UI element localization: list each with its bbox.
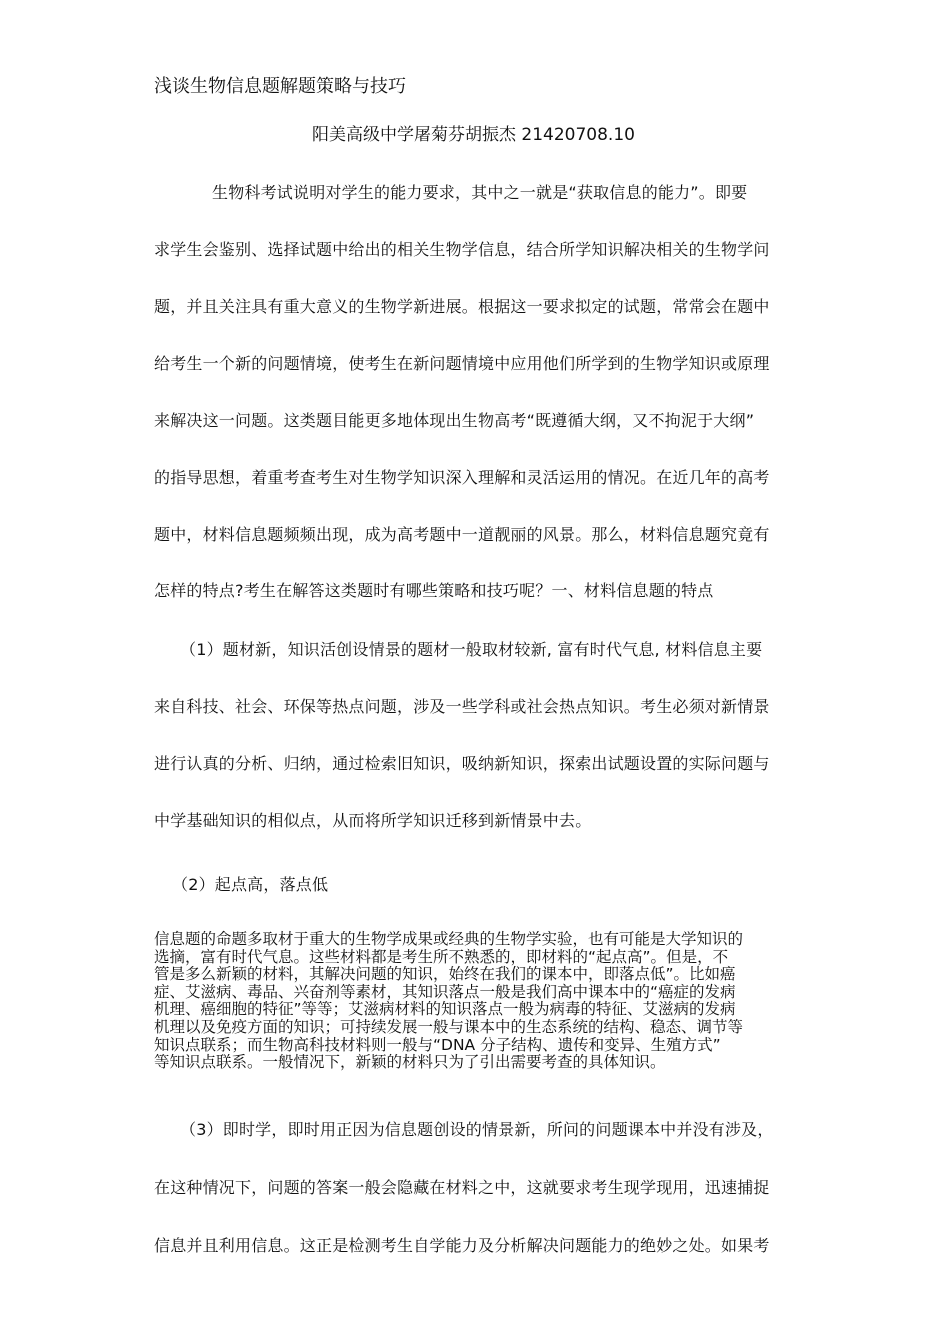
- intro-line: 怎样的特点?考生在解答这类题时有哪些策略和技巧呢？一、材料信息题的特点: [154, 581, 714, 600]
- point2-line: 管是多么新颖的材料，其解决问题的知识，始终在我们的课本中，即落点低”。比如癌: [154, 965, 736, 984]
- point2-line: 信息题的命题多取材于重大的生物学成果或经典的生物学实验，也有可能是大学知识的: [154, 930, 744, 948]
- point3-line: （3）即时学，即时用正因为信息题创设的情景新，所问的问题课本中并没有涉及，: [180, 1120, 774, 1139]
- point3-line: 在这种情况下，问题的答案一般会隐藏在材料之中，这就要求考生现学现用，迅速捕捉: [154, 1178, 770, 1197]
- point2-paragraph: [154, 931, 804, 1072]
- intro-line: 题，并且关注具有重大意义的生物学新进展。根据这一要求拟定的试题，常常会在题中: [154, 297, 770, 316]
- intro-line: 题中，材料信息题频频出现，成为高考题中一道靓丽的风景。那么，材料信息题究竟有: [154, 525, 770, 544]
- point3-line: 信息并且利用信息。这正是检测考生自学能力及分析解决问题能力的绝妙之处。如果考: [154, 1236, 770, 1255]
- point1-line: （1）题材新，知识活创设情景的题材一般取材较新, 富有时代气息, 材料信息主要: [180, 640, 763, 659]
- point1-line: 进行认真的分析、归纳，通过检索旧知识，吸纳新知识，探索出试题设置的实际问题与: [154, 754, 770, 773]
- point2-line: 机理以及免疫方面的知识；可持续发展一般与课本中的生态系统的结构、稳态、调节等: [154, 1017, 744, 1036]
- intro-line: 生物科考试说明对学生的能力要求，其中之一就是“获取信息的能力”。即要: [212, 183, 748, 202]
- intro-line: 给考生一个新的问题情境，使考生在新问题情境中应用他们所学到的生物学知识或原理: [154, 354, 770, 373]
- intro-line: 的指导思想，着重考查考生对生物学知识深入理解和灵活运用的情况。在近几年的高考: [154, 468, 770, 487]
- point2-line: 等知识点联系。一般情况下，新颖的材料只为了引出需要考查的具体知识。: [154, 1053, 666, 1072]
- document-title: 浅谈生物信息题解题策略与技巧: [154, 76, 406, 97]
- intro-line: 求学生会鉴别、选择试题中给出的相关生物学信息，结合所学知识解决相关的生物学问: [154, 240, 770, 259]
- point2-line: 机理、癌细胞的特征”等等；艾滋病材料的知识落点一般为病毒的特征、艾滋病的发病: [154, 1000, 736, 1019]
- intro-line: 来解决这一问题。这类题目能更多地体现出生物高考“既遵循大纲，又不拘泥于大纲”: [154, 411, 755, 430]
- point2-heading: （2）起点高，落点低: [172, 875, 329, 894]
- point2-line: 知识点联系；而生物高科技材料则一般与“DNA 分子结构、遗传和变异、生殖方式”: [154, 1035, 721, 1054]
- point1-line: 来自科技、社会、环保等热点问题，涉及一些学科或社会热点知识。考生必须对新情景: [154, 697, 770, 716]
- point2-line: 症、艾滋病、毒品、兴奋剂等素材，其知识落点一般是我们高中课本中的“癌症的发病: [154, 982, 736, 1001]
- point2-line: 选摘，富有时代气息。这些材料都是考生所不熟悉的，即材料的“起点高”。但是，不: [154, 947, 729, 966]
- point1-line: 中学基础知识的相似点，从而将所学知识迁移到新情景中去。: [154, 811, 592, 830]
- author-line: 阳美高级中学屠菊芬胡振杰 21420708.10: [312, 125, 635, 145]
